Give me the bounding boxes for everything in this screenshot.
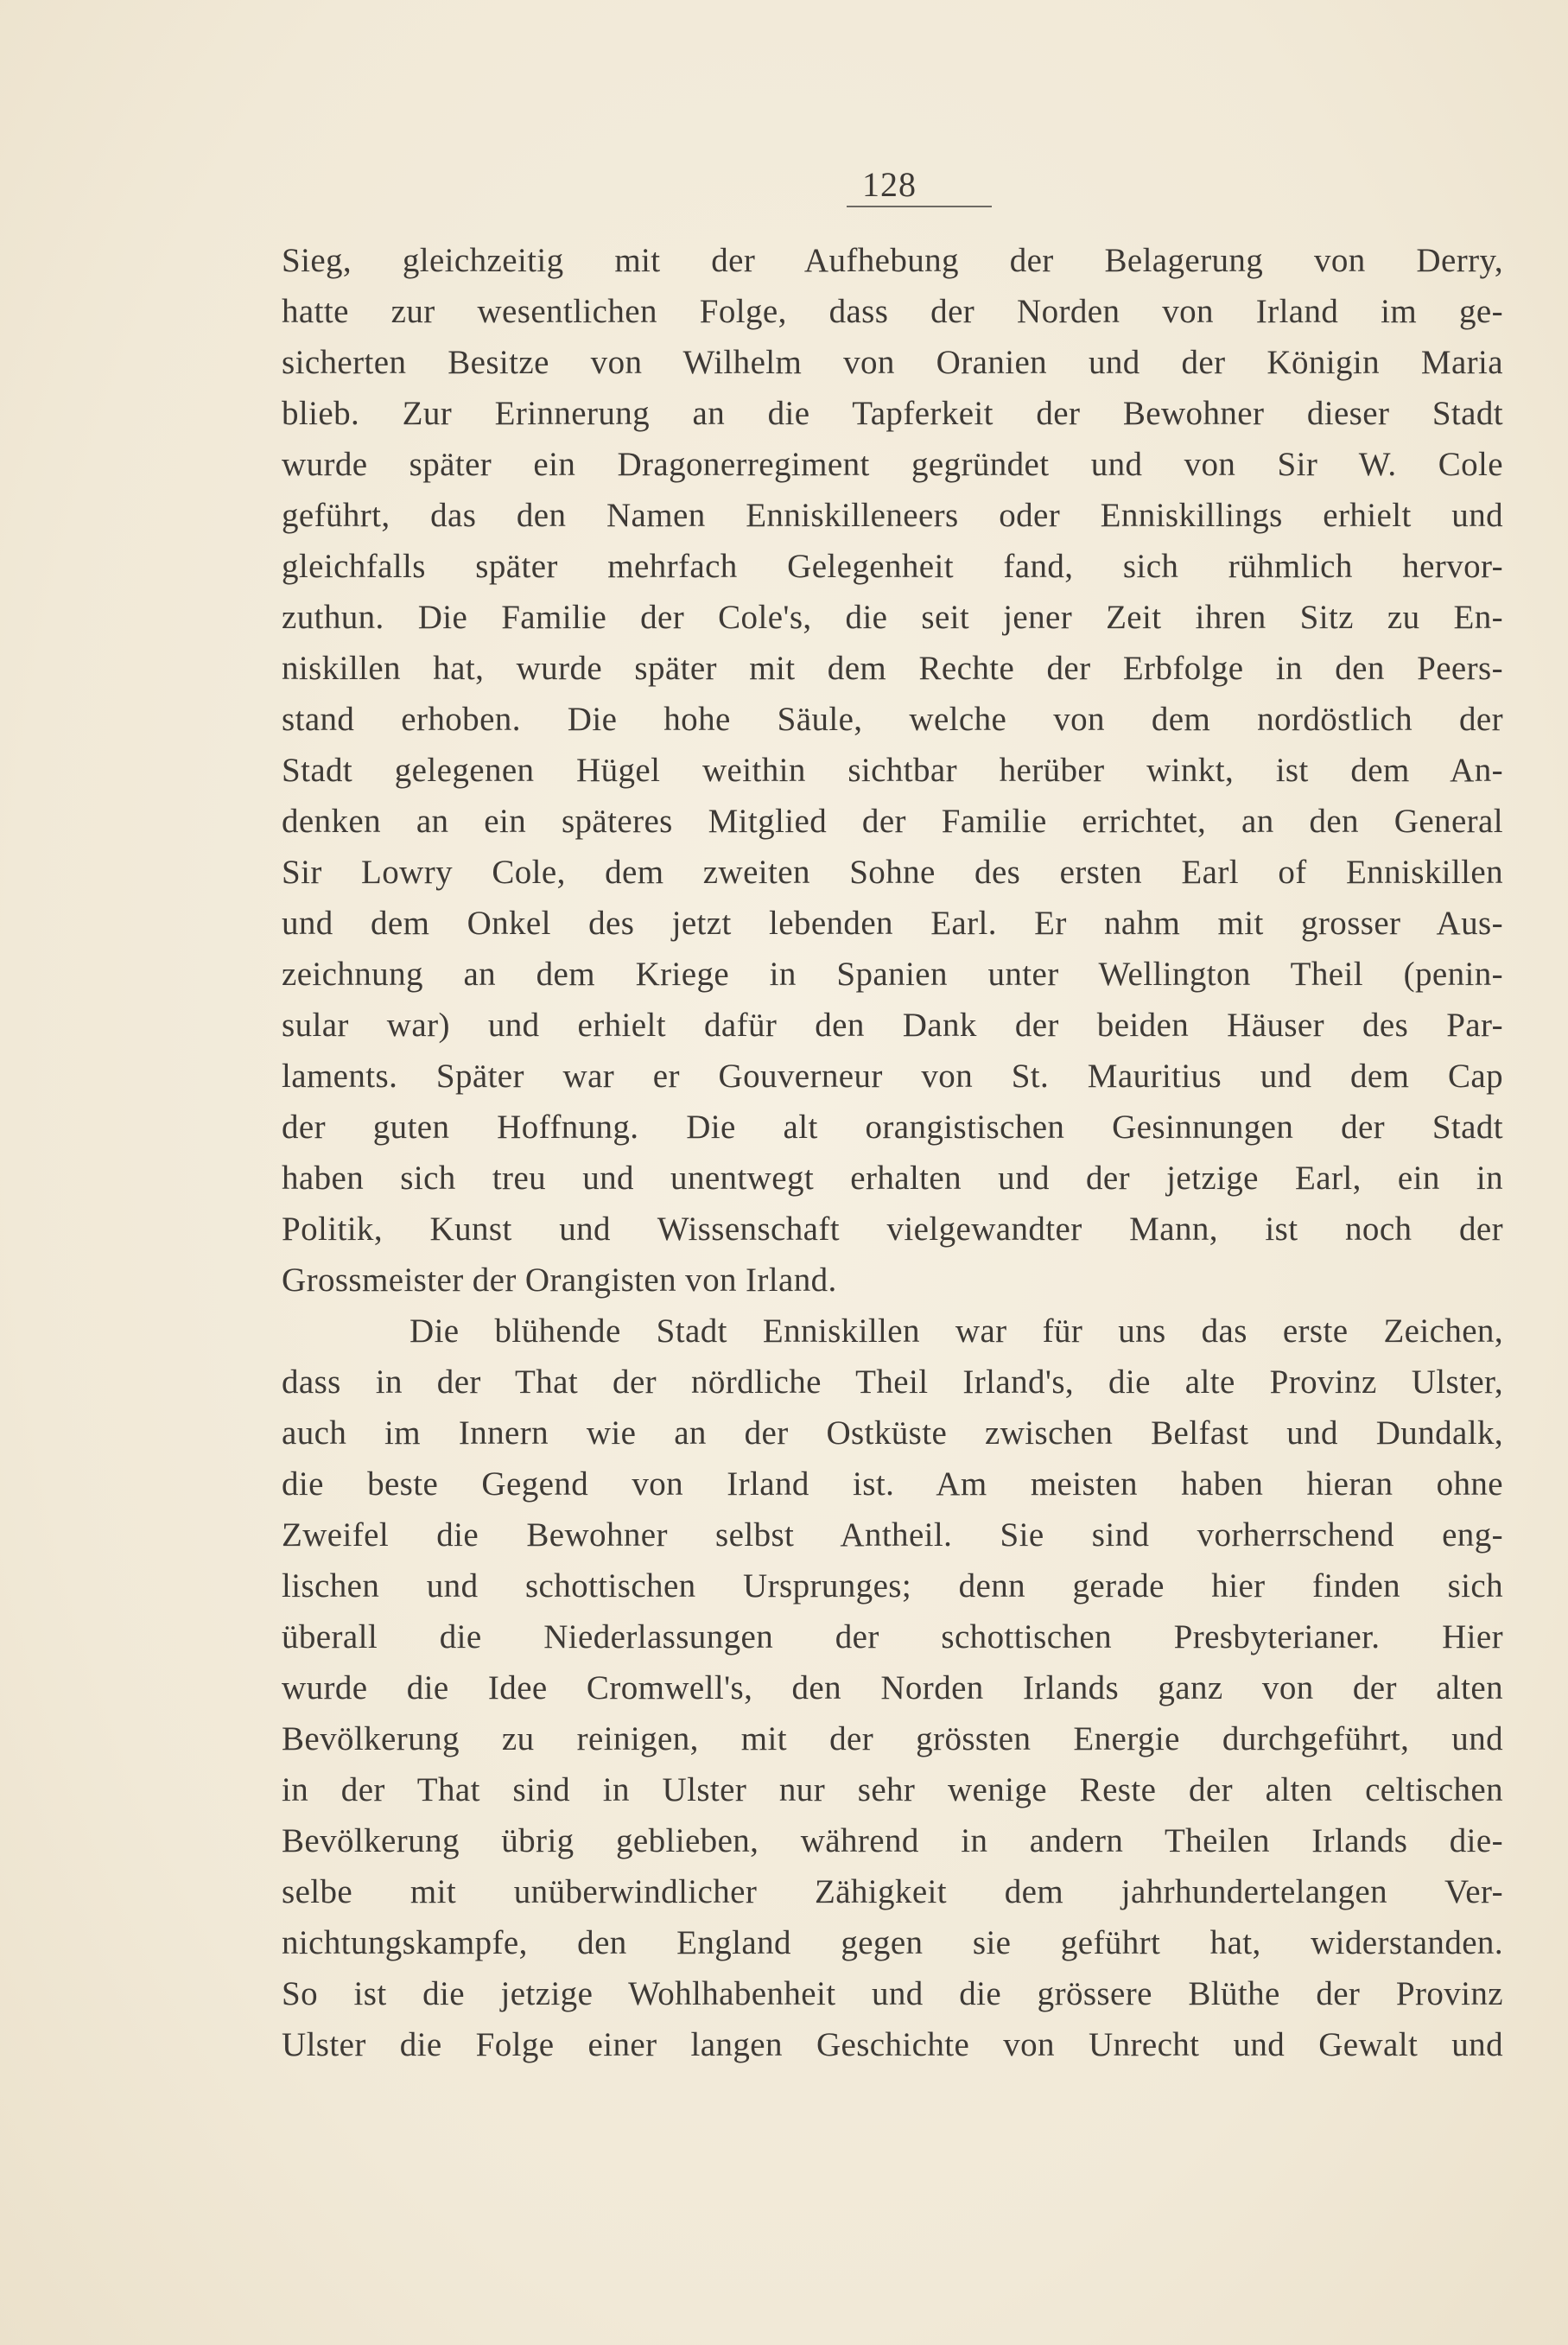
text-line: Bevölkerung zu reinigen, mit der grössten Energie durchgeführt, und (282, 1720, 1503, 1757)
text-line: blieb. Zur Erinnerung an die Tapferkeit der Bewohner dieser Stadt (282, 395, 1503, 432)
text-line: die beste Gegend von Irland ist. Am meisten haben hieran ohne (282, 1465, 1503, 1503)
text-line: sular war) und erhielt dafür den Dank der beiden Häuser des Par- (282, 1007, 1503, 1044)
text-line: und dem Onkel des jetzt lebenden Earl. Er nahm mit grosser Aus- (282, 905, 1503, 942)
text-line: dass in der That der nördliche Theil Irland's, die alte Provinz Ulster, (282, 1363, 1503, 1401)
text-line: selbe mit unüberwindlicher Zähigkeit dem jahrhundertelangen Ver- (282, 1873, 1503, 1910)
text-line: geführt, das den Namen Enniskilleneers oder Enniskillings erhielt und (282, 497, 1503, 534)
text-line: Die blühende Stadt Enniskillen war für uns das erste Zeichen, (409, 1312, 1503, 1350)
text-line: Politik, Kunst und Wissenschaft vielgewandter Mann, ist noch der (282, 1211, 1503, 1248)
text-line: überall die Niederlassungen der schottischen Presbyterianer. Hier (282, 1618, 1503, 1655)
text-line: sicherten Besitze von Wilhelm von Oranien und der Königin Maria (282, 344, 1503, 381)
text-line: nichtungskampfe, den England gegen sie geführt hat, widerstanden. (282, 1924, 1503, 1961)
text-line: So ist die jetzige Wohlhabenheit und die grössere Blüthe der Provinz (282, 1975, 1503, 2012)
text-line: zeichnung an dem Kriege in Spanien unter Wellington Theil (penin- (282, 956, 1503, 993)
text-line: Stadt gelegenen Hügel weithin sichtbar herüber winkt, ist dem An- (282, 752, 1503, 789)
text-line: Sieg, gleichzeitig mit der Aufhebung der Belagerung von Derry, (282, 242, 1503, 279)
body-text (282, 235, 1503, 2070)
text-line: gleichfalls später mehrfach Gelegenheit fand, sich rühmlich hervor- (282, 548, 1503, 585)
page-number: 128 (847, 164, 992, 207)
text-line: stand erhoben. Die hohe Säule, welche von dem nordöstlich der (282, 701, 1503, 738)
text-line: Zweifel die Bewohner selbst Antheil. Sie sind vorherrschend eng- (282, 1516, 1503, 1554)
text-line: lischen und schottischen Ursprunges; denn gerade hier finden sich (282, 1567, 1503, 1605)
text-line: wurde die Idee Cromwell's, den Norden Irlands ganz von der alten (282, 1669, 1503, 1706)
text-line: auch im Innern wie an der Ostküste zwischen Belfast und Dundalk, (282, 1414, 1503, 1452)
text-line: niskillen hat, wurde später mit dem Rechte der Erbfolge in den Peers- (282, 650, 1503, 687)
text-line: haben sich treu und unentwegt erhalten und der jetzige Earl, ein in (282, 1160, 1503, 1197)
text-line: Sir Lowry Cole, dem zweiten Sohne des ersten Earl of Enniskillen (282, 854, 1503, 891)
text-line: laments. Später war er Gouverneur von St. Mauritius und dem Cap (282, 1058, 1503, 1095)
text-line: wurde später ein Dragonerregiment gegründet und von Sir W. Cole (282, 446, 1503, 483)
text-line: denken an ein späteres Mitglied der Familie errichtet, an den General (282, 803, 1503, 840)
text-line: der guten Hoffnung. Die alt orangistischen Gesinnungen der Stadt (282, 1109, 1503, 1146)
text-line: zuthun. Die Familie der Cole's, die seit jener Zeit ihren Sitz zu En- (282, 599, 1503, 636)
text-line: in der That sind in Ulster nur sehr wenige Reste der alten celtischen (282, 1771, 1503, 1808)
text-line: Grossmeister der Orangisten von Irland. (282, 1261, 837, 1299)
text-line: Bevölkerung übrig geblieben, während in andern Theilen Irlands die- (282, 1822, 1503, 1859)
text-line: hatte zur wesentlichen Folge, dass der Norden von Irland im ge- (282, 293, 1503, 330)
text-line: Ulster die Folge einer langen Geschichte von Unrecht und Gewalt und (282, 2026, 1503, 2063)
